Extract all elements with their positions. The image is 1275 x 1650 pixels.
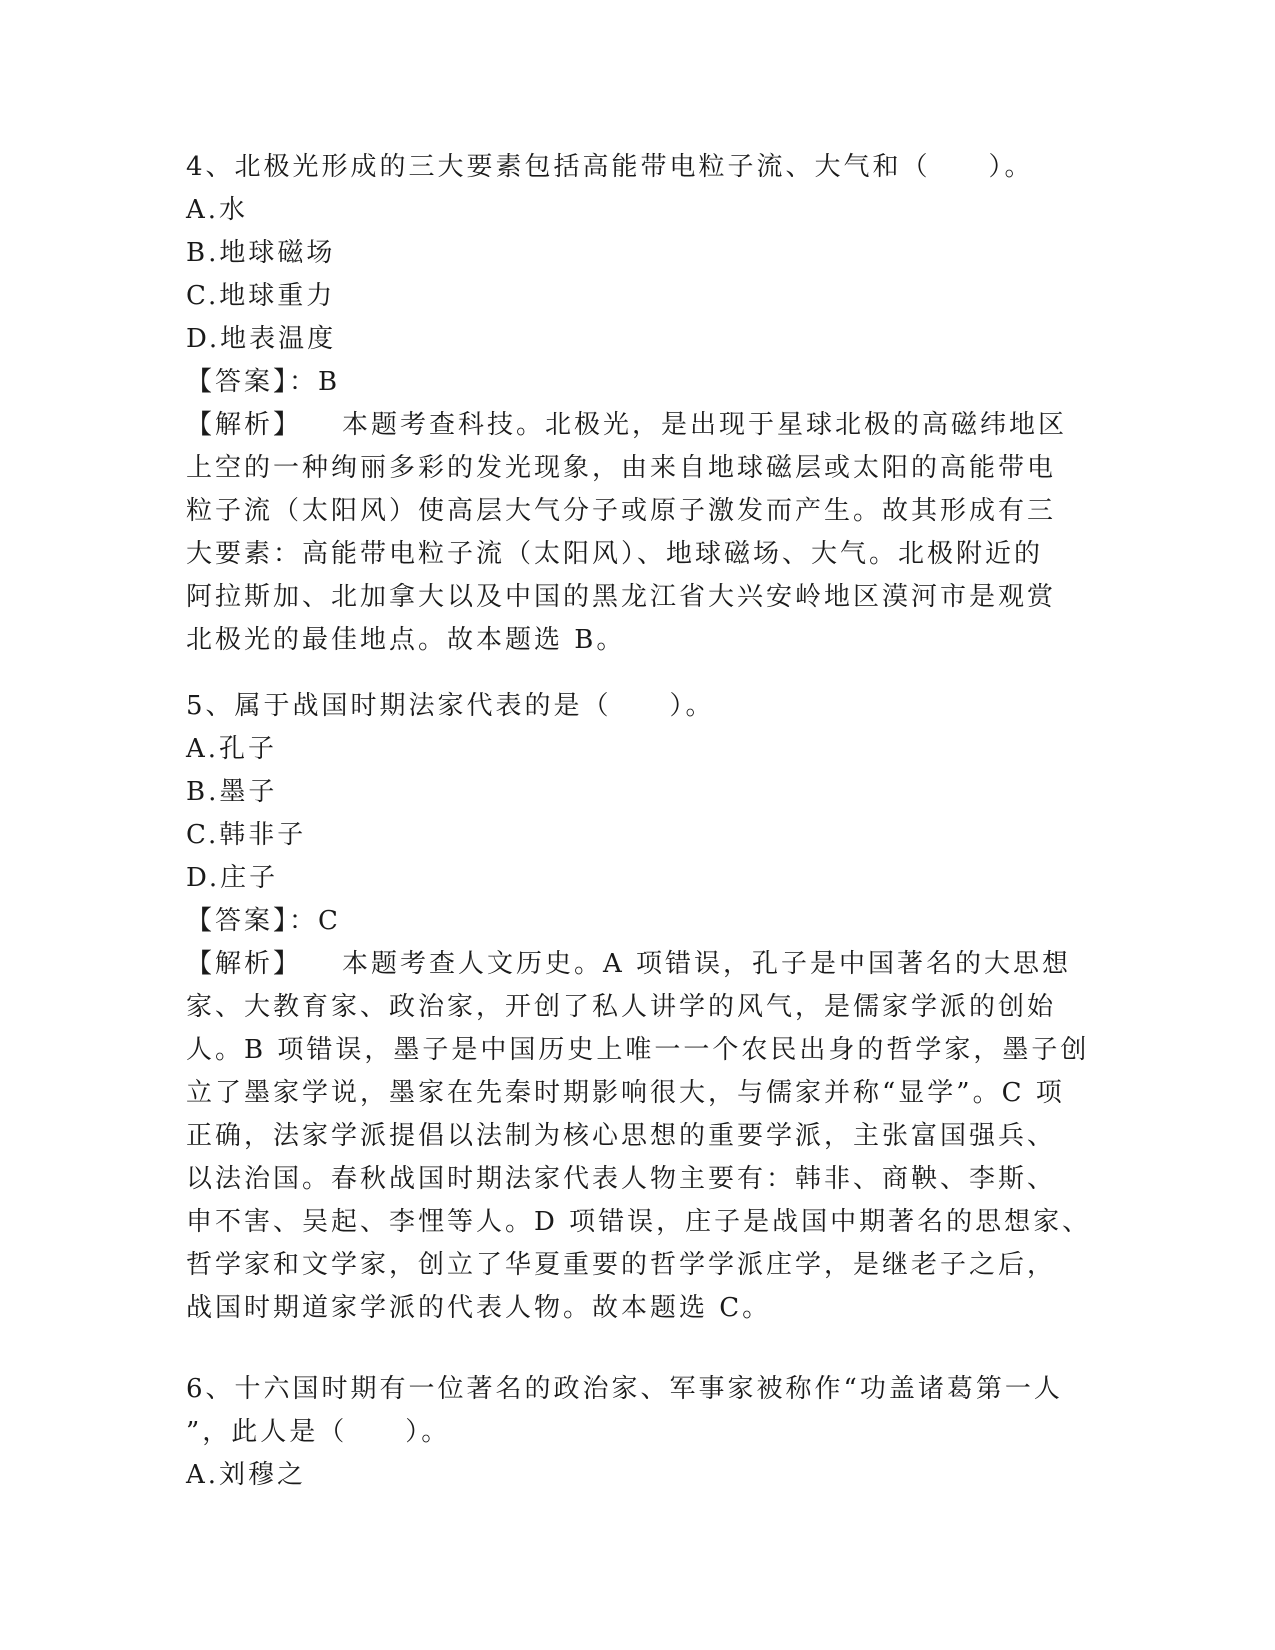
question-stem: 6、十六国时期有一位著名的政治家、军事家被称作“功盖诸葛第一人 (186, 1374, 1063, 1404)
answer-line (186, 361, 1086, 404)
question-5 (186, 685, 1092, 1330)
analysis-text: 家、大教育家、政治家，开创了私人讲学的风气，是儒家学派的创始 (186, 992, 1057, 1022)
analysis-text: 立了墨家学说，墨家在先秦时期影响很大，与儒家并称“显学”。C 项 (186, 1078, 1065, 1108)
analysis-text: 阿拉斯加、北加拿大以及中国的黑龙江省大兴安岭地区漠河市是观赏 (186, 582, 1057, 612)
question-stem: 4、北极光形成的三大要素包括高能带电粒子流、大气和（ ）。 (186, 152, 1034, 182)
question-6 (186, 1368, 1086, 1497)
question-4 (186, 146, 1086, 662)
answer-label: 【答案】： (186, 367, 319, 397)
answer-line (186, 900, 1086, 943)
analysis-label: 【解析】 (186, 410, 303, 440)
option-a: A.水 (186, 195, 249, 225)
question-stem: 5、属于战国时期法家代表的是（ ）。 (186, 691, 715, 721)
option-a: A.刘穆之 (186, 1460, 307, 1490)
analysis-text: 大要素：高能带电粒子流（太阳风）、地球磁场、大气。北极附近的 (186, 539, 1044, 569)
option-c: C.韩非子 (186, 820, 307, 850)
option-c: C.地球重力 (186, 281, 336, 311)
analysis-text: 上空的一种绚丽多彩的发光现象，由来自地球磁层或太阳的高能带电 (186, 453, 1057, 483)
analysis-text: 申不害、吴起、李悝等人。D 项错误，庄子是战国中期著名的思想家、 (186, 1207, 1092, 1237)
analysis-text: 人。B 项错误，墨子是中国历史上唯一一个农民出身的哲学家，墨子创 (186, 1035, 1090, 1065)
option-d: D.地表温度 (186, 324, 337, 354)
analysis-text: 哲学家和文学家，创立了华夏重要的哲学学派庄学，是继老子之后， (186, 1250, 1057, 1280)
answer-value: C (318, 906, 341, 936)
analysis-text: 北极光的最佳地点。故本题选 B。 (186, 625, 626, 655)
analysis-text: 以法治国。春秋战国时期法家代表人物主要有：韩非、商鞅、李斯、 (186, 1164, 1057, 1194)
analysis-text: 粒子流（太阳风）使高层大气分子或原子激发而产生。故其形成有三 (186, 496, 1057, 526)
analysis-text: 本题考查科技。北极光，是出现于星球北极的高磁纬地区 (342, 410, 1068, 440)
option-b: B.地球磁场 (186, 238, 336, 268)
answer-label: 【答案】： (186, 906, 319, 936)
option-a: A.孔子 (186, 734, 278, 764)
analysis-label: 【解析】 (186, 949, 303, 979)
question-stem: ”，此人是（ ）。 (186, 1417, 451, 1447)
analysis-line (186, 943, 1086, 986)
option-b: B.墨子 (186, 777, 278, 807)
analysis-text: 正确，法家学派提倡以法制为核心思想的重要学派，主张富国强兵、 (186, 1121, 1057, 1151)
analysis-text: 战国时期道家学派的代表人物。故本题选 C。 (186, 1293, 772, 1323)
analysis-line (186, 404, 1086, 447)
option-d: D.庄子 (186, 863, 279, 893)
analysis-text: 本题考查人文历史。A 项错误，孔子是中国著名的大思想 (342, 949, 1072, 979)
answer-value: B (318, 367, 341, 397)
